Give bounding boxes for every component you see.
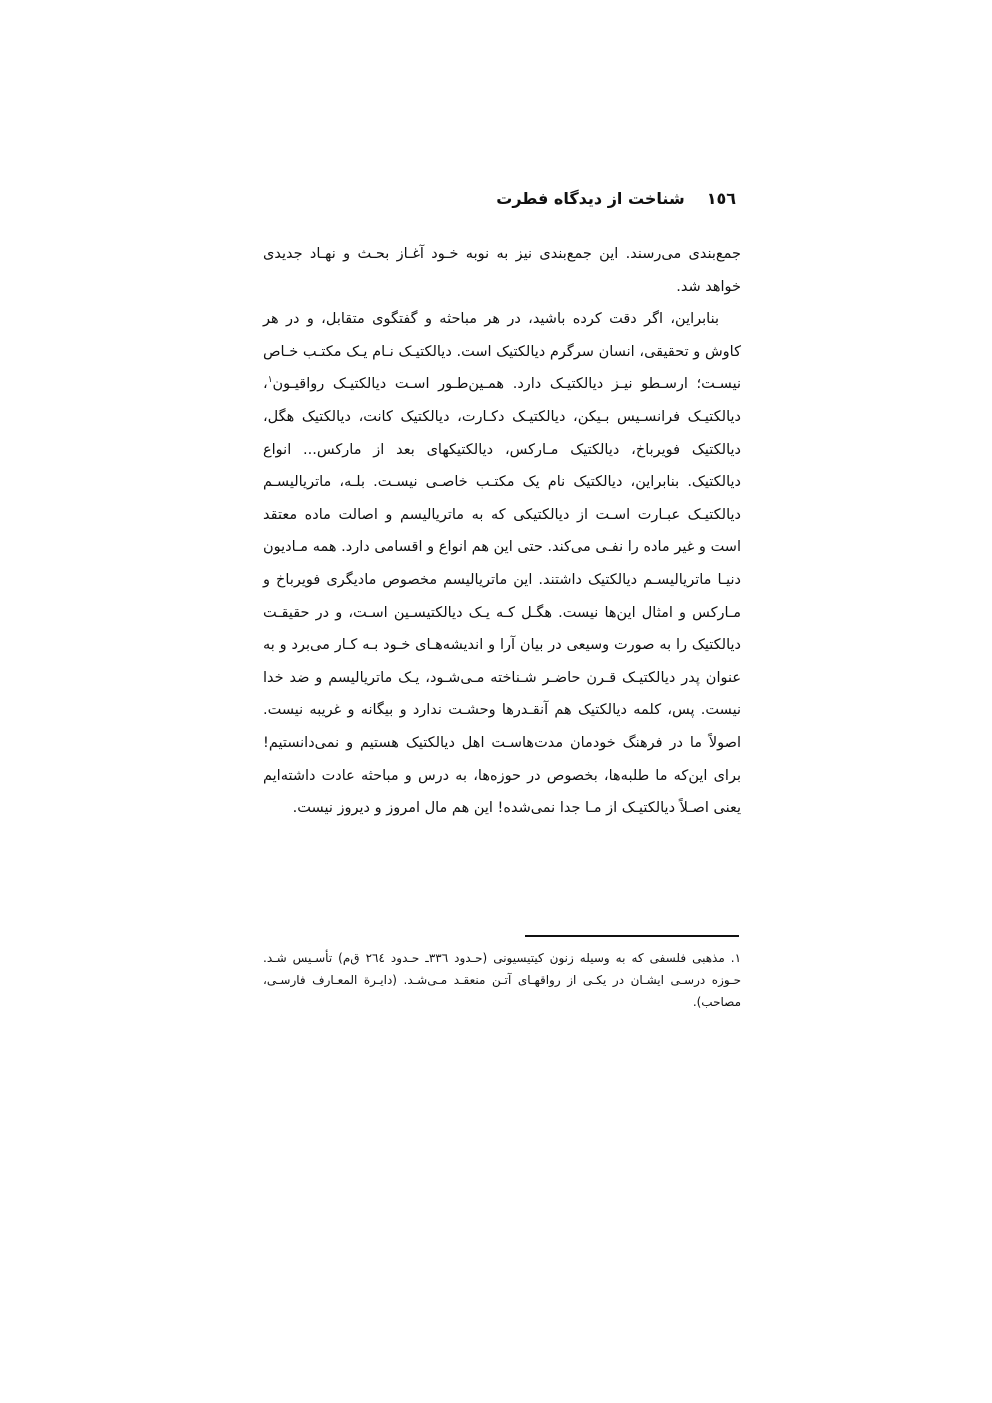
paragraph-2-part-1: بنابراین، اگر دقت کرده باشید، در هر مباحثه و گفتگوی متقابل، و در هر کاوش و تحقیقی، انسان سرگرم دیالکتیک است. دیالکتیـک نـام یـک مکتـب خـاص نیسـت؛ ارسـطو نیـز دیالکتیـک دارد. همـین‌طـور اسـت دیالکتیـک رواقیـون: [263, 311, 741, 393]
running-header: [256, 188, 736, 210]
footnote-reference: ١: [267, 375, 273, 386]
page-number: ١٥٦: [706, 189, 736, 208]
running-title: شناخت از دیدگاه فطرت: [496, 189, 685, 208]
body-text: [263, 238, 741, 825]
footnote: ١. مذهبی فلسفی که به وسیله زنون کیتیسیونی (حـدود ٣٣٦ـ حـدود ٢٦٤ ق‌م) تأسـیس شـد. حـوزه درسـی ایشـان در یکـی از رواقهـای آتـن منعقـد مـی‌شـد. (دایـرة المعـارف فارسـی، مصاحب).: [263, 951, 742, 1009]
paragraph-1: جمع‌بندی می‌رسند. این جمع‌بندی نیز به نوبه خـود آغـاز بحـث و نهـاد جدیدی خواهد شد.: [263, 246, 741, 295]
paragraph-2: [263, 303, 741, 825]
footnote-divider: [525, 935, 739, 937]
paragraph-2-part-2: ، دیالکتیـک فرانسـیس بـیکن، دیالکتیـک دکـارت، دیالکتیک کانت، دیالکتیک هگل، دیالکتیک فویرباخ، دیالکتیک مـارکس، دیالکتیکهای بعد از مارکس... انواع دیالکتیک. بنابراین، دیالکتیک نام یک مکتـب خاصـی نیسـت. بلـه، ماتریالیسـم دیالکتیـک عبـارت اسـت از دیالکتیکی که به ماتریالیسم و اصالت ماده معتقد است و غیر ماده را نفـی می‌کند. حتی این هم انواع و اقسامی دارد. همه مـادیون دنیـا ماتریالیسـم دیالکتیک داشتند. این ماتریالیسم مخصوص مادیگری فویرباخ و مـارکس و امثال این‌ها نیست. هگـل کـه یـک دیالکتیسـین اسـت، و در حقیقـت دیالکتیک را به صورت وسیعی در بیان آرا و اندیشه‌هـای خـود بـه کـار می‌برد و به عنوان پدر دیالکتیـک قـرن حاضـر شـناخته مـی‌شـود، یـک ماتریالیسم و ضد خدا نیست. پس، کلمه دیالکتیک هم آنقـدرها وحشـت ندارد و بیگانه و غریبه نیست. اصولاً ما در فرهنگ خودمان مدت‌هاسـت اهل دیالکتیک هستیم و نمی‌دانستیم! برای این‌که ما طلبه‌ها، بخصوص در حوزه‌ها، به درس و مباحثه عادت داشته‌ایم یعنی اصـلاً دیالکتیـک از مـا جدا نمی‌شده! این هم مال امروز و دیروز نیست.: [263, 376, 741, 817]
